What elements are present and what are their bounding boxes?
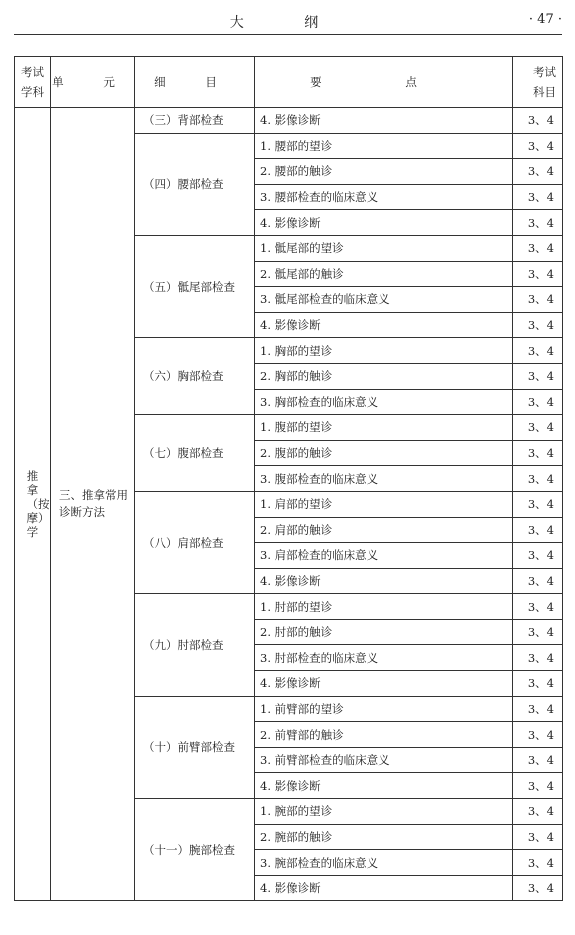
page-title: 大 纲 [229,15,347,31]
scope-cell: 3、4 [513,875,563,901]
scope-cell: 3、4 [513,696,563,722]
point-cell: 4. 影像诊断 [255,568,513,594]
point-cell: 1. 腕部的望诊 [255,799,513,825]
table-body [15,108,563,901]
point-cell: 1. 前臂部的望诊 [255,696,513,722]
syllabus-table [14,56,563,901]
point-cell: 4. 影像诊断 [255,312,513,338]
scope-cell: 3、4 [513,159,563,185]
detail-cell: （七）腹部检查 [135,415,255,492]
scope-cell: 3、4 [513,594,563,620]
scope-cell: 3、4 [513,799,563,825]
point-cell: 4. 影像诊断 [255,875,513,901]
scope-cell: 3、4 [513,517,563,543]
scope-cell: 3、4 [513,747,563,773]
scope-cell: 3、4 [513,773,563,799]
scope-cell: 3、4 [513,184,563,210]
point-cell: 2. 肘部的触诊 [255,619,513,645]
scope-cell: 3、4 [513,210,563,236]
scope-cell: 3、4 [513,440,563,466]
detail-cell: （八）肩部检查 [135,491,255,593]
scope-cell: 3、4 [513,261,563,287]
subject-cell [15,108,51,901]
detail-cell: （三）背部检查 [135,108,255,134]
scope-cell: 3、4 [513,671,563,697]
header-scope [513,57,563,108]
unit-cell [51,108,135,901]
header-subject-text: 考试 学科 [21,65,44,99]
header-detail: 细 目 [135,57,255,108]
header-points: 要 点 [255,57,513,108]
scope-cell: 3、4 [513,415,563,441]
point-cell: 3. 骶尾部检查的临床意义 [255,287,513,313]
unit-text: 三、推拿常用 诊断方法 [59,488,128,520]
scope-cell: 3、4 [513,108,563,134]
scope-cell: 3、4 [513,543,563,569]
scope-cell: 3、4 [513,235,563,261]
detail-cell: （四）腰部检查 [135,133,255,235]
point-cell: 1. 肘部的望诊 [255,594,513,620]
header-scope-text: 考试 科目 [533,65,556,99]
scope-cell: 3、4 [513,824,563,850]
point-cell: 3. 腕部检查的临床意义 [255,850,513,876]
scope-cell: 3、4 [513,287,563,313]
scope-cell: 3、4 [513,850,563,876]
point-cell: 2. 腹部的触诊 [255,440,513,466]
point-cell: 2. 肩部的触诊 [255,517,513,543]
page-number: · 47 · [528,12,562,27]
header-unit: 单 元 [51,57,135,108]
subject-text: 推拿（按摩）学 [26,469,50,540]
point-cell: 2. 骶尾部的触诊 [255,261,513,287]
scope-cell: 3、4 [513,722,563,748]
point-cell: 4. 影像诊断 [255,773,513,799]
page-header [14,8,562,35]
point-cell: 3. 肘部检查的临床意义 [255,645,513,671]
detail-cell: （六）胸部检查 [135,338,255,415]
table-header-row [15,57,563,108]
point-cell: 2. 腕部的触诊 [255,824,513,850]
point-cell: 2. 胸部的触诊 [255,363,513,389]
scope-cell: 3、4 [513,312,563,338]
point-cell: 1. 腰部的望诊 [255,133,513,159]
scope-cell: 3、4 [513,338,563,364]
scope-cell: 3、4 [513,389,563,415]
point-cell: 3. 肩部检查的临床意义 [255,543,513,569]
point-cell: 4. 影像诊断 [255,210,513,236]
point-cell: 2. 腰部的触诊 [255,159,513,185]
point-cell: 1. 肩部的望诊 [255,491,513,517]
scope-cell: 3、4 [513,491,563,517]
point-cell: 4. 影像诊断 [255,671,513,697]
point-cell: 1. 胸部的望诊 [255,338,513,364]
point-cell: 1. 腹部的望诊 [255,415,513,441]
detail-cell: （五）骶尾部检查 [135,235,255,337]
scope-cell: 3、4 [513,568,563,594]
point-cell: 3. 腰部检查的临床意义 [255,184,513,210]
scope-cell: 3、4 [513,363,563,389]
scope-cell: 3、4 [513,619,563,645]
header-subject [15,57,51,108]
point-cell: 4. 影像诊断 [255,108,513,134]
point-cell: 1. 骶尾部的望诊 [255,235,513,261]
scope-cell: 3、4 [513,466,563,492]
detail-cell: （九）肘部检查 [135,594,255,696]
point-cell: 3. 前臂部检查的临床意义 [255,747,513,773]
detail-cell: （十一）腕部检查 [135,799,255,901]
table-row [15,108,563,134]
point-cell: 3. 腹部检查的临床意义 [255,466,513,492]
detail-cell: （十）前臂部检查 [135,696,255,798]
scope-cell: 3、4 [513,645,563,671]
scope-cell: 3、4 [513,133,563,159]
point-cell: 2. 前臂部的触诊 [255,722,513,748]
point-cell: 3. 胸部检查的临床意义 [255,389,513,415]
